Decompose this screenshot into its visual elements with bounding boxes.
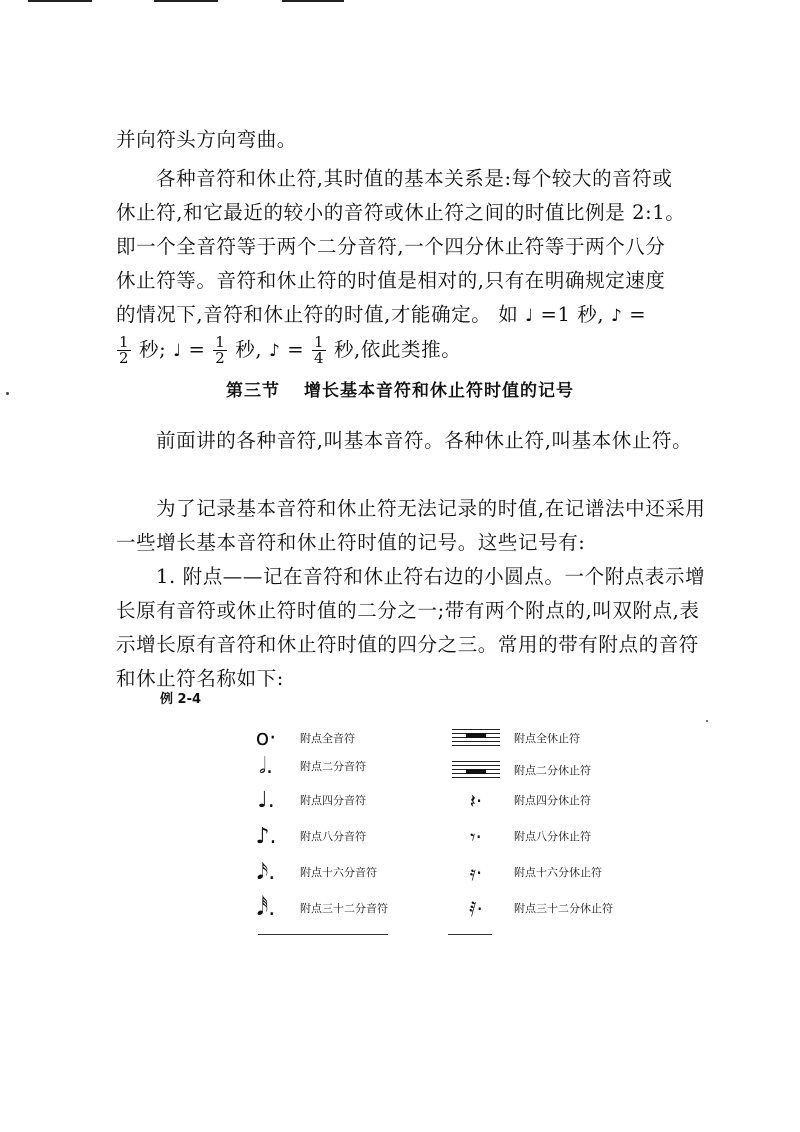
header-rule-2 — [154, 0, 218, 2]
dotted-rest-icon — [452, 727, 500, 749]
note-row — [246, 752, 366, 780]
note-name: 附点二分音符 — [300, 760, 366, 773]
text: = — [629, 303, 647, 326]
text: 秒, — [235, 338, 263, 361]
rest-name: 附点二分休止符 — [514, 764, 591, 777]
staff-line — [452, 745, 500, 746]
rest-name: 附点十六分休止符 — [514, 866, 602, 879]
fraction-num: 1 — [313, 333, 325, 351]
note-name: 附点全音符 — [300, 732, 355, 745]
dotted-rest-icon: 𝄿· — [469, 861, 483, 885]
rest-name: 附点全休止符 — [514, 732, 580, 745]
rest-row — [452, 786, 591, 814]
rest-row — [452, 858, 602, 886]
dotted-note-icon: o· — [255, 725, 277, 751]
para-line — [116, 298, 716, 333]
whole-rest-block — [466, 733, 486, 738]
para-line: 即一个全音符等于两个二分音符,一个四分休止符等于两个八分 — [116, 235, 666, 258]
section-heading — [0, 376, 800, 401]
staff-line — [452, 777, 500, 778]
dotted-note-icon: 𝅘𝅥𝅯. — [256, 859, 276, 885]
note-row — [246, 894, 388, 922]
para-line: 各种音符和休止符,其时值的基本关系是:每个较大的音符或 — [156, 167, 673, 190]
bottom-rule-left — [258, 934, 388, 935]
staff-line — [452, 765, 500, 766]
fraction-den: 2 — [215, 349, 226, 367]
header-rule-3 — [282, 0, 344, 2]
rest-row — [452, 894, 613, 922]
paragraph-continuation: 并向符头方向弯曲。 — [116, 128, 297, 151]
dotted-note-icon: ♪. — [255, 823, 277, 849]
note-name: 附点三十二分音符 — [300, 902, 388, 915]
text: 秒; — [138, 338, 167, 361]
paragraph-notation-marks: 为了记录基本音符和休止符无法记录的时值,在记谱法中还采用一些增长基本音符和休止符时值的记号。这些记号有: — [116, 497, 706, 554]
half-rest-block — [466, 769, 486, 774]
fraction — [117, 335, 131, 366]
note-name: 附点十六分音符 — [300, 866, 377, 879]
dotted-note-icon: ♩. — [257, 787, 275, 813]
dotted-rest-icon: 𝄾· — [470, 825, 482, 849]
note-row — [246, 724, 355, 752]
eighth-note-icon: ♪ — [268, 341, 281, 361]
para-line: 休止符,和它最近的较小的音符或休止符之间的时值比例是 2:1。 — [116, 201, 686, 224]
rest-name: 附点三十二分休止符 — [514, 902, 613, 915]
example-label: 例 2-4 — [160, 692, 202, 707]
staff-line — [452, 729, 500, 730]
dotted-rest-icon: 𝄽· — [469, 789, 483, 813]
text: = — [188, 338, 206, 361]
text: =1 秒, — [540, 303, 605, 326]
section-number: 第三节 — [226, 381, 280, 401]
fraction-num: 1 — [215, 333, 226, 351]
paragraph-dot: 1. 附点——记在音符和休止符右边的小圆点。一个附点表示增长原有音符或休止符时值的二分之一;带有两个附点的,叫双附点,表示增长原有音符和休止符时值的四分之三。常用的带有附点的音符和休止符名称如下: — [116, 565, 706, 690]
eighth-note-icon: ♪ — [611, 306, 623, 326]
text: = — [287, 338, 305, 361]
rest-row — [452, 822, 591, 850]
rest-row — [452, 724, 580, 752]
para-line — [116, 333, 716, 368]
note-row — [246, 786, 366, 814]
note-row — [246, 822, 366, 850]
fraction — [213, 335, 227, 366]
dotted-note-icon: 𝅘𝅥𝅰. — [256, 895, 276, 921]
dotted-rest-icon — [452, 759, 500, 781]
note-name: 附点八分音符 — [300, 830, 366, 843]
text: 秒,依此类推。 — [333, 338, 462, 361]
fraction — [312, 335, 326, 366]
paragraph-basic-notes: 前面讲的各种音符,叫基本音符。各种休止符,叫基本休止符。 — [156, 429, 693, 452]
note-row — [246, 858, 377, 886]
quarter-note-icon: ♩ — [525, 306, 534, 326]
note-name: 附点四分音符 — [300, 794, 366, 807]
quarter-note-icon: ♩ — [173, 341, 182, 361]
rest-name: 附点四分休止符 — [514, 794, 591, 807]
scan-speck — [6, 392, 9, 395]
text: 的情况下,音符和休止符的时值,才能确定。 如 — [116, 303, 519, 326]
rest-row — [452, 756, 591, 784]
dotted-note-icon: 𝅗𝅥. — [259, 753, 273, 779]
dotted-rest-icon: 𝅀· — [469, 897, 483, 921]
fraction-den: 2 — [119, 349, 130, 367]
para-line: 休止符等。音符和休止符的时值是相对的,只有在明确规定速度 — [116, 269, 666, 292]
scan-speck — [706, 720, 708, 722]
rest-name: 附点八分休止符 — [514, 830, 591, 843]
staff-line — [452, 741, 500, 742]
staff-line — [452, 761, 500, 762]
fraction-den: 4 — [313, 349, 325, 367]
fraction-num: 1 — [119, 333, 130, 351]
section-title: 增长基本音符和休止符时值的记号 — [304, 381, 574, 401]
header-rule-1 — [28, 0, 92, 2]
paragraph-time-value-relation — [116, 162, 716, 368]
bottom-rule-right — [448, 934, 492, 935]
